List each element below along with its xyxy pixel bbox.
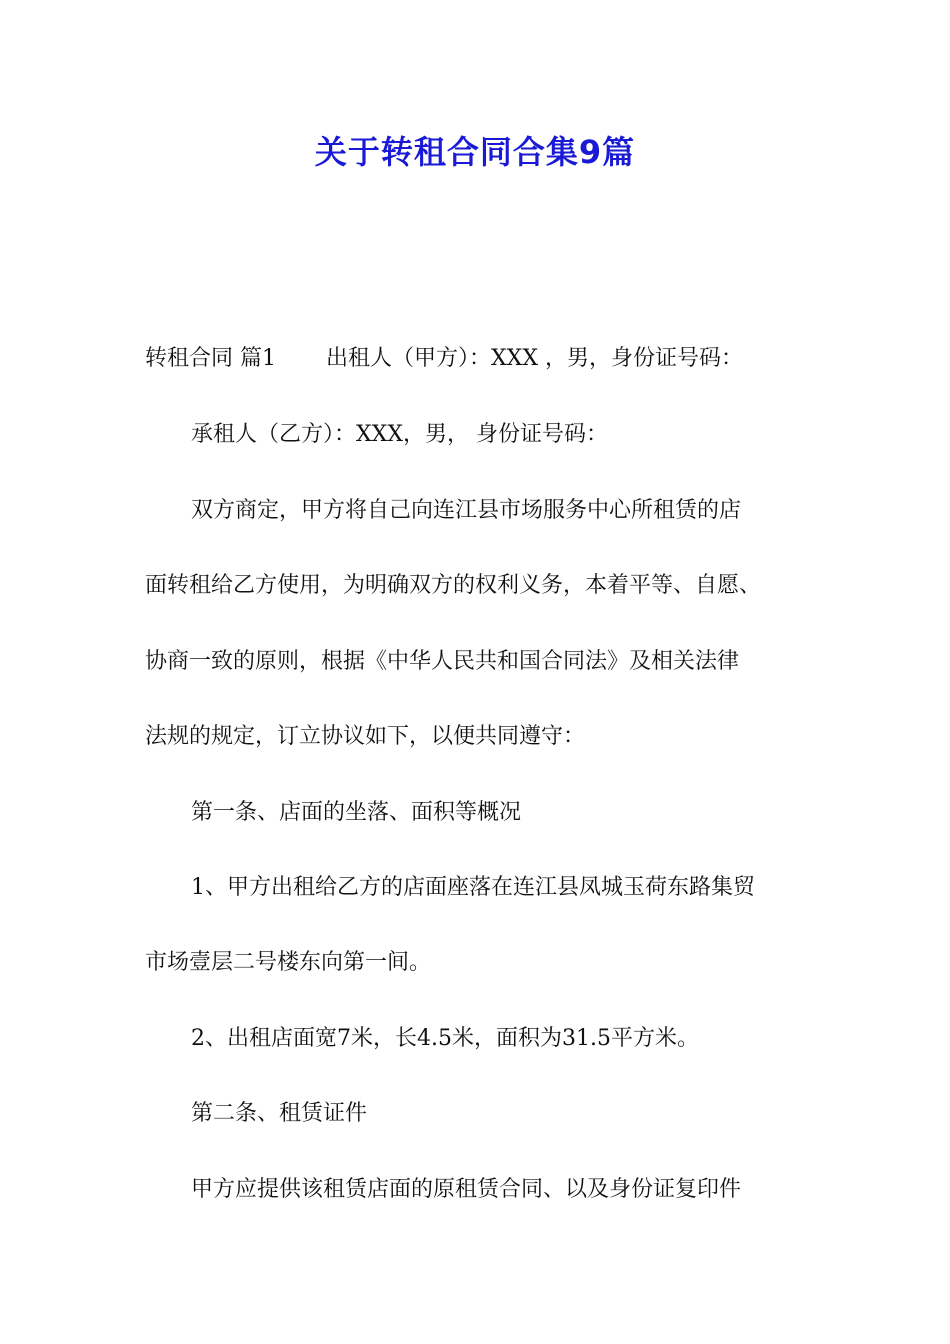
lessor-line: 出租人（甲方）：XXX ，男，身份证号码： xyxy=(326,346,743,371)
paragraph-line: 市场壹层二号楼东向第一间。 xyxy=(145,950,432,975)
first-line xyxy=(145,343,845,375)
paragraph-line: 第一条、店面的坐落、面积等概况 xyxy=(191,800,522,825)
paragraph-line: 2、出租店面宽7米，长4.5米，面积为31.5平方米。 xyxy=(191,1026,699,1051)
paragraph-line: 法规的规定，订立协议如下，以便共同遵守： xyxy=(145,724,586,749)
paragraph-line: 第二条、租赁证件 xyxy=(191,1101,368,1126)
paragraph-line: 面转租给乙方使用，为明确双方的权利义务，本着平等、自愿、 xyxy=(145,573,762,598)
section-heading: 转租合同 篇1 xyxy=(145,346,276,371)
paragraph-line: 甲方应提供该租赁店面的原租赁合同、以及身份证复印件 xyxy=(191,1177,742,1202)
paragraph-line: 承租人（乙方）：XXX，男， 身份证号码： xyxy=(191,422,608,447)
paragraph-line: 双方商定，甲方将自己向连江县市场服务中心所租赁的店 xyxy=(191,498,742,523)
paragraph-line: 协商一致的原则，根据《中华人民共和国合同法》及相关法律 xyxy=(145,649,740,674)
paragraph-line: 1、甲方出租给乙方的店面座落在连江县凤城玉荷东路集贸 xyxy=(191,875,755,900)
document-title: 关于转租合同合集9篇 xyxy=(314,133,636,171)
